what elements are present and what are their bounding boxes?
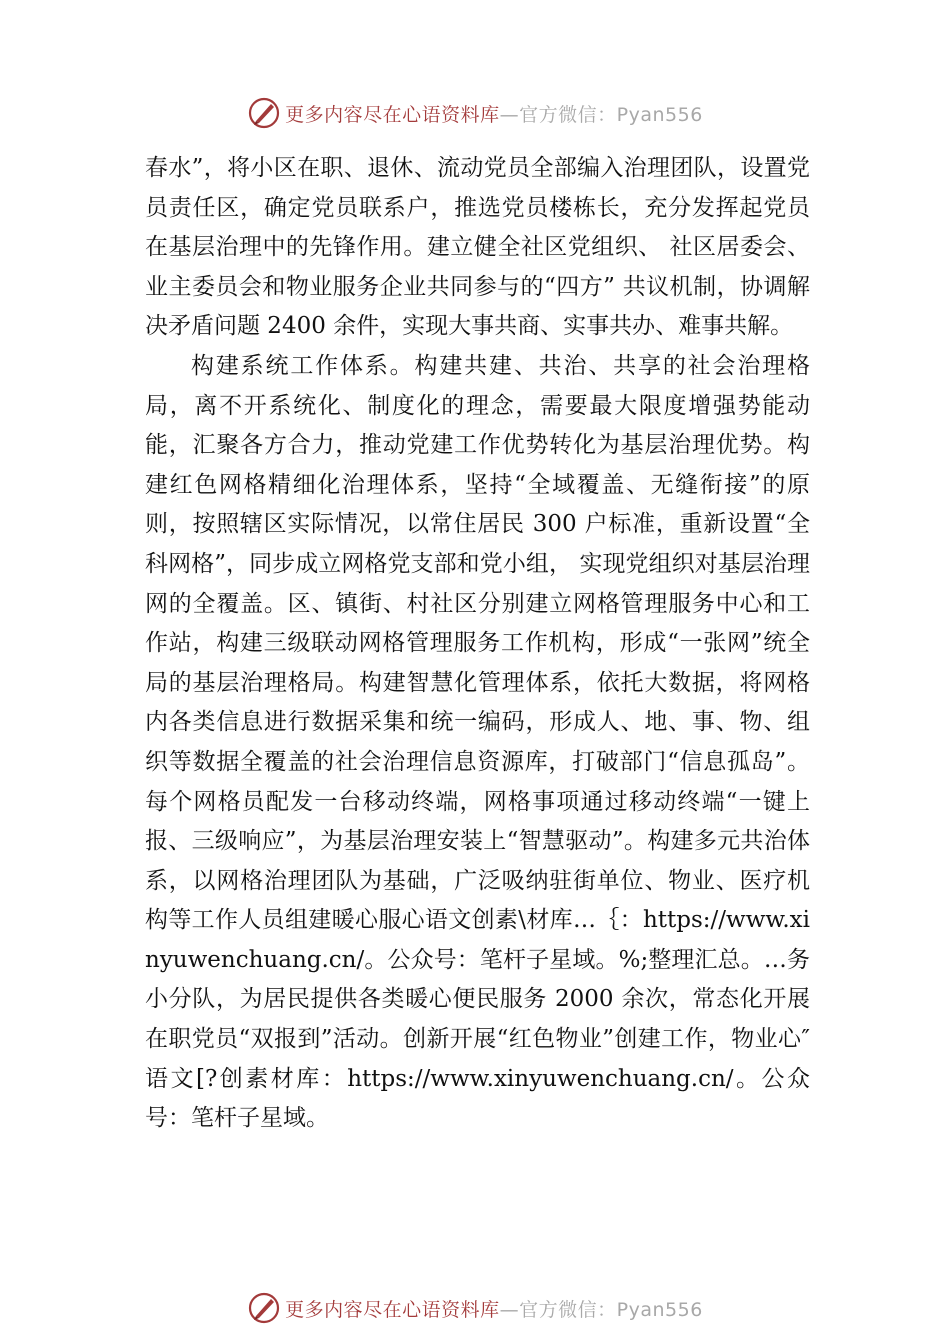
banner-secondary-text: —官方微信：Pyan556 [499,1298,703,1321]
banner-primary-text: 更多内容尽在心语资料库 [285,103,500,126]
footer-banner [0,1288,950,1328]
pen-seal-logo-icon [247,1291,281,1325]
banner-primary-text: 更多内容尽在心语资料库 [285,1298,500,1321]
pen-seal-logo-icon [247,96,281,130]
paragraph-1: 春水”，将小区在职、退休、流动党员全部编入治理团队，设置党员责任区，确定党员联系户，推选党员楼栋长，充分发挥起党员在基层治理中的先锋作用。建立健全社区党组织、 社区居委会、业主委员会和物业服务企业共同参与的“四方” 共议机制，协调解决矛盾问题 2400 余件，实现大事共商、实事共办、难事共解。 [145,155,810,340]
banner-secondary-text: —官方微信：Pyan556 [499,103,703,126]
paragraph-2: 构建系统工作体系。构建共建、共治、共享的社会治理格局，离不开系统化、制度化的理念，需要最大限度增强势能动能，汇聚各方合力，推动党建工作优势转化为基层治理优势。构建红色网格精细化治理体系，坚持“全域覆盖、无缝衔接”的原则，按照辖区实际情况，以常住居民 300 户标准，重新设置“全科网格”，同步成立网格党支部和党小组， 实现党组织对基层治理网的全覆盖。区、镇街、村社区分别建立网格管理服务中心和工作站，构建三级联动网格管理服务工作机构，形成“一张网”统全局的基层治理格局。构建智慧化管理体系，依托大数据，将网格内各类信息进行数据采集和统一编码，形成人、地、事、物、组织等数据全覆盖的社会治理信息资源库，打破部门“信息孤岛”。每个网格员配发一台移动终端，网格事项通过移动终端“一键上报、三级响应”，为基层治理安装上“智慧驱动”。构建多元共治体系，以网格治理团队为基础，广泛吸纳驻街单位、物业、医疗机构等工作人员组建暖心服心语文创素\材库…｛：https://www.xinyuwenchuang.cn/。公众号：笔杆子星域。%;整理汇总。…务小分队，为居民提供各类暖心便民服务 2000 余次，常态化开展在职党员“双报到”活动。创新开展“红色物业”创建工作，物业心″语文[?创素材库：https://www.xinyuwenchuang.cn/。公众号：笔杆子星域。 [145,352,810,1132]
header-banner [0,93,950,133]
document-body [145,149,810,1139]
